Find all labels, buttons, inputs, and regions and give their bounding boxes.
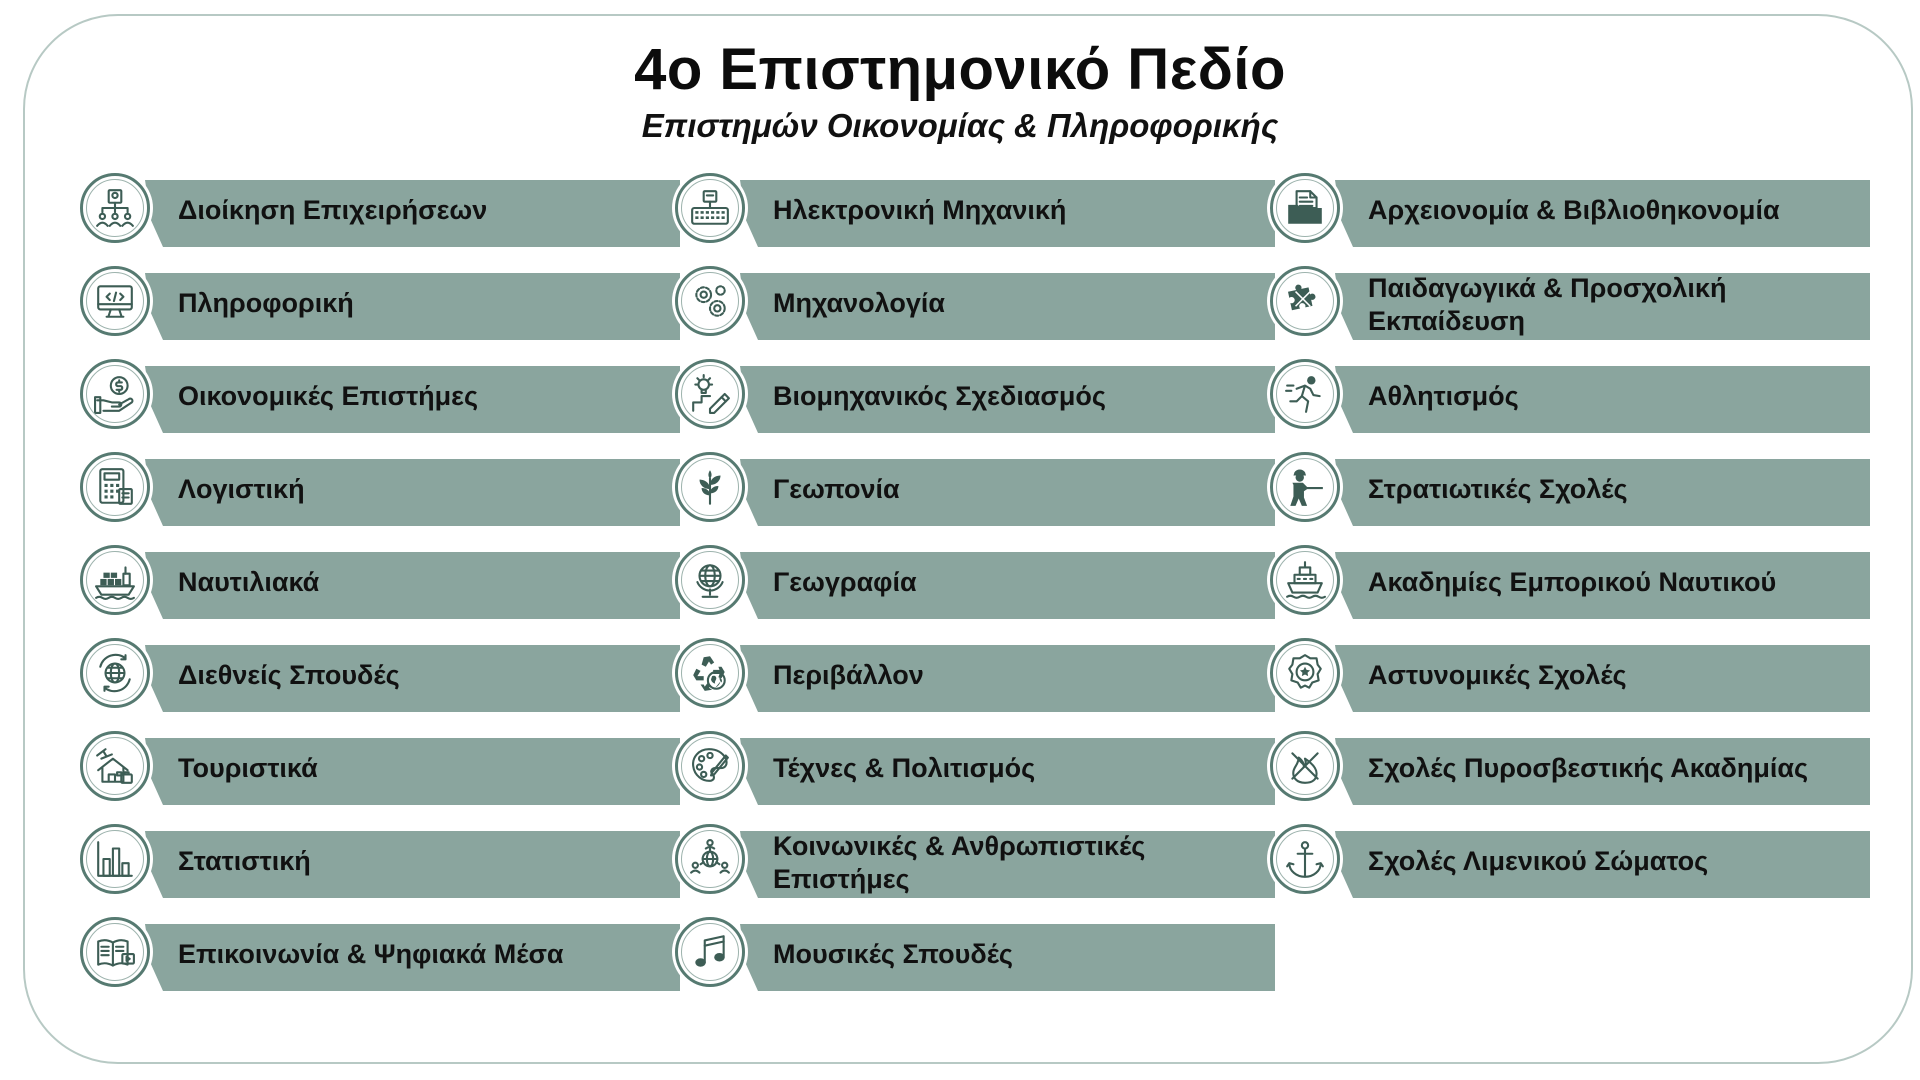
- field-item-electronic-engineering[interactable]: [675, 173, 1275, 247]
- fire-icon: [1270, 731, 1340, 801]
- field-item-music-studies[interactable]: [675, 917, 1275, 991]
- field-item-business-management[interactable]: [80, 173, 680, 247]
- keyboard-icon: [675, 173, 745, 243]
- soldier-icon: [1270, 452, 1340, 522]
- field-label: Πληροφορική: [178, 287, 354, 318]
- runner-icon: [1270, 359, 1340, 429]
- field-label: Διεθνείς Σπουδές: [178, 659, 400, 690]
- archive-folder-icon: [1270, 173, 1340, 243]
- field-label: Λογιστική: [178, 473, 305, 504]
- field-item-pedagogy[interactable]: [1270, 266, 1870, 340]
- digital-media-icon: [80, 917, 150, 987]
- field-label: Αρχειονομία & Βιβλιοθηκονομία: [1368, 194, 1780, 225]
- field-item-agriculture[interactable]: [675, 452, 1275, 526]
- field-item-statistics[interactable]: [80, 824, 680, 898]
- field-item-fire-academy[interactable]: [1270, 731, 1870, 805]
- field-item-coast-guard[interactable]: [1270, 824, 1870, 898]
- people-network-icon: [675, 824, 745, 894]
- design-pencil-icon: [675, 359, 745, 429]
- field-label: Αστυνομικές Σχολές: [1368, 659, 1627, 690]
- field-label: Στατιστική: [178, 845, 311, 876]
- field-item-communication-media[interactable]: [80, 917, 680, 991]
- field-label: Σχολές Λιμενικού Σώματος: [1368, 845, 1709, 876]
- field-label: Περιβάλλον: [773, 659, 924, 690]
- field-label: Μουσικές Σπουδές: [773, 938, 1013, 969]
- hand-coin-icon: [80, 359, 150, 429]
- field-label: Επικοινωνία & Ψηφιακά Μέσα: [178, 938, 564, 969]
- field-label: Παιδαγωγικά & Προσχολική Εκπαίδευση: [1368, 273, 1727, 336]
- field-label: Τέχνες & Πολιτισμός: [773, 752, 1036, 783]
- field-item-police-schools[interactable]: [1270, 638, 1870, 712]
- field-label: Στρατιωτικές Σχολές: [1368, 473, 1628, 504]
- field-item-industrial-design[interactable]: [675, 359, 1275, 433]
- plant-icon: [675, 452, 745, 522]
- globe-arrows-icon: [80, 638, 150, 708]
- field-label: Γεωπονία: [773, 473, 900, 504]
- field-label: Ηλεκτρονική Μηχανική: [773, 194, 1067, 225]
- field-item-arts-culture[interactable]: [675, 731, 1275, 805]
- field-item-merchant-navy[interactable]: [1270, 545, 1870, 619]
- field-label: Μηχανολογία: [773, 287, 945, 318]
- field-label: Αθλητισμός: [1368, 380, 1519, 411]
- puzzle-icon: [1270, 266, 1340, 336]
- field-label: Γεωγραφία: [773, 566, 917, 597]
- field-item-military-schools[interactable]: [1270, 452, 1870, 526]
- palette-icon: [675, 731, 745, 801]
- recycle-globe-icon: [675, 638, 745, 708]
- computer-code-icon: [80, 266, 150, 336]
- ship-icon: [1270, 545, 1340, 615]
- field-label: Ναυτιλιακά: [178, 566, 320, 597]
- cargo-ship-icon: [80, 545, 150, 615]
- field-item-environment[interactable]: [675, 638, 1275, 712]
- field-item-geography[interactable]: [675, 545, 1275, 619]
- field-label: Οικονομικές Επιστήμες: [178, 380, 479, 411]
- bar-chart-icon: [80, 824, 150, 894]
- music-note-icon: [675, 917, 745, 987]
- tourism-icon: [80, 731, 150, 801]
- field-item-economics[interactable]: [80, 359, 680, 433]
- field-label: Ακαδημίες Εμπορικού Ναυτικού: [1368, 566, 1777, 597]
- page-frame: [23, 14, 1913, 1064]
- field-label: Βιομηχανικός Σχεδιασμός: [773, 380, 1106, 411]
- field-item-athletics[interactable]: [1270, 359, 1870, 433]
- field-item-mechanical-engineering[interactable]: [675, 266, 1275, 340]
- field-label: Τουριστικά: [178, 752, 318, 783]
- calculator-icon: [80, 452, 150, 522]
- anchor-icon: [1270, 824, 1340, 894]
- business-management-icon: [80, 173, 150, 243]
- field-label: Σχολές Πυροσβεστικής Ακαδημίας: [1368, 752, 1809, 783]
- gears-icon: [675, 266, 745, 336]
- police-badge-icon: [1270, 638, 1340, 708]
- field-item-social-humanities[interactable]: [675, 824, 1275, 898]
- field-label: Κοινωνικές & Ανθρωπιστικές Επιστήμες: [773, 831, 1146, 894]
- field-item-accounting[interactable]: [80, 452, 680, 526]
- globe-stand-icon: [675, 545, 745, 615]
- field-item-international-studies[interactable]: [80, 638, 680, 712]
- page-subtitle: Επιστημών Οικονομίας & Πληροφορικής: [641, 107, 1279, 144]
- field-item-informatics[interactable]: [80, 266, 680, 340]
- page-title: 4ο Επιστημονικό Πεδίο: [634, 37, 1286, 102]
- field-item-tourism[interactable]: [80, 731, 680, 805]
- field-item-shipping[interactable]: [80, 545, 680, 619]
- field-item-archives-libraries[interactable]: [1270, 173, 1870, 247]
- field-label: Διοίκηση Επιχειρήσεων: [178, 194, 488, 225]
